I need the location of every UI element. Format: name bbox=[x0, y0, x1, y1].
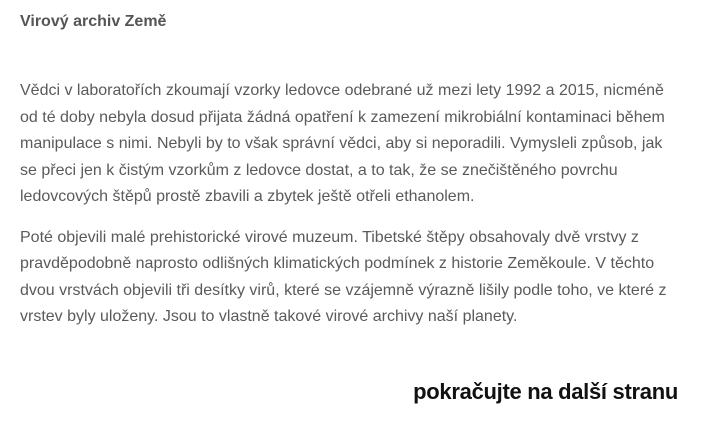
article-paragraph: Poté objevili malé prehistorické virové muzeum. Tibetské štěpy obsahovaly dvě vrstvy z pravděpodobně naprosto odlišných klimatických podmínek z historie Zeměkoule. V těchto dvou vrstvách objevili tři desítky virů, které se vzájemně výrazně lišily podle toho, ve které z vrstev byly uloženy. Jsou to vlastně takové virové archivy naší planety. bbox=[20, 228, 667, 325]
article-paragraph: Vědci v laboratořích zkoumají vzorky ledovce odebrané už mezi lety 1992 a 2015, nicméně od té doby nebyla dosud přijata žádná opatření k zamezení mikrobiální kontaminaci během manipulace s nimi. Nebyli by to však správní vědci, aby si neporadili. Vymysleli způsob, jak se přeci jen k čistým vzorkům z ledovce dostat, a to tak, že se znečištěného povrchu ledovcových štěpů prostě zbavili a zbytek ještě otřeli ethanolem. bbox=[20, 82, 665, 205]
next-page-link[interactable]: pokračujte na další stranu bbox=[413, 379, 678, 404]
article bbox=[20, 10, 680, 331]
article-heading: Virový archiv Země bbox=[20, 13, 167, 30]
